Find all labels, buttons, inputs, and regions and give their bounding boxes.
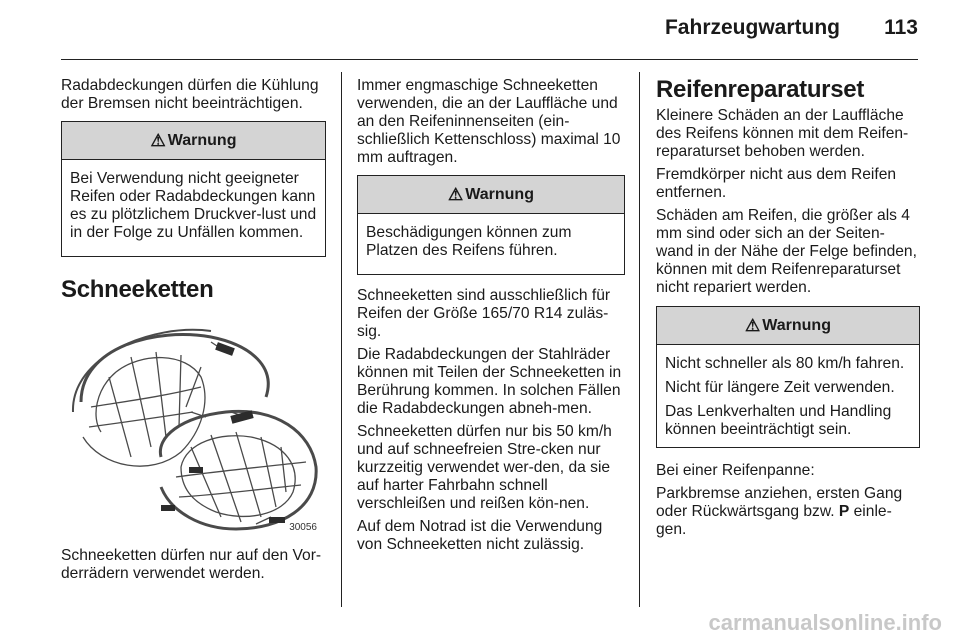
page-number: 113 (884, 16, 918, 39)
warning-text: Beschädigungen können zum Platzen des Reifens führen. (366, 224, 572, 259)
damage-limit-paragraph: Schäden am Reifen, die größer als 4 mm sind oder sich an der Seiten-wand in der Nähe der Felge befinden, können mit dem Reifenreparaturset nicht repariert werden. (656, 207, 917, 296)
foreign-objects-paragraph: Fremdkörper nicht aus dem Reifen entfernen. (656, 166, 897, 201)
front-wheels-note: Schneeketten dürfen nur auf den Vor-derrädern verwendet werden. (61, 547, 322, 582)
snow-chains-drawing (61, 317, 323, 535)
spare-wheel-paragraph: Auf dem Notrad ist die Verwendung von Schneeketten nicht zulässig. (357, 518, 603, 553)
figure-number: 30056 (289, 522, 317, 533)
parking-brake-text: Parkbremse anziehen, ersten Gang oder Rückwärtsgang bzw. (656, 485, 903, 520)
park-gear-symbol: P (838, 503, 850, 520)
header-rule (61, 59, 918, 60)
warning-triangle-icon: ⚠ (150, 130, 166, 150)
warning-header (62, 122, 325, 160)
warning-line-1: Nicht schneller als 80 km/h fahren. (665, 355, 905, 372)
column-divider-1 (341, 72, 342, 607)
warning-line-2: Nicht für längere Zeit verwenden. (665, 379, 895, 396)
warning-body (657, 345, 919, 447)
warning-header (358, 176, 624, 214)
warning-body (358, 214, 624, 274)
warning-title: Warnung (167, 131, 237, 149)
warning-triangle-icon: ⚠ (448, 184, 464, 204)
tire-size-paragraph: Schneeketten sind ausschließlich für Reifen der Größe 165/70 R14 zuläs-sig. (357, 287, 611, 340)
section-heading-reifenreparaturset: Reifenreparaturset (656, 76, 865, 103)
column-2 (357, 77, 625, 559)
warning-triangle-icon: ⚠ (745, 315, 761, 335)
warning-box-2 (357, 175, 625, 275)
intro-paragraph: Radabdeckungen dürfen die Kühlung der Bremsen nicht beeinträchtigen. (61, 77, 319, 112)
parking-brake-text-end: einle-gen. (656, 503, 892, 538)
repair-kit-intro: Kleinere Schäden an der Lauffläche des Reifens können mit dem Reifen-reparaturset behoben werden. (656, 107, 909, 160)
warning-title: Warnung (465, 185, 534, 203)
column-3 (656, 77, 920, 544)
header-title: Fahrzeugwartung (664, 16, 840, 39)
wheel-covers-paragraph: Die Radabdeckungen der Stahlräder können mit Teilen der Schneeketten in Berührung kommen. In solchen Fällen die Radabdeckungen abneh-men. (357, 346, 622, 417)
warning-body (62, 160, 325, 256)
warning-header (657, 307, 919, 345)
parking-brake-paragraph (656, 485, 920, 539)
warning-line-3: Das Lenkverhalten und Handling können beeinträchtigt sein. (665, 403, 892, 438)
column-divider-2 (639, 72, 640, 607)
warning-box-3 (656, 306, 920, 448)
snow-chains-illustration (61, 317, 323, 535)
chain-usage-paragraph: Immer engmaschige Schneeketten verwenden, die an der Lauffläche und an den Reifeninnenseiten (ein-schließlich Kettenschloss) maximal 10 mm auftragen. (357, 77, 621, 166)
warning-title: Warnung (762, 316, 831, 334)
warning-box-1 (61, 121, 326, 257)
column-1 (61, 77, 326, 588)
flat-tire-paragraph: Bei einer Reifenpanne: (656, 462, 815, 479)
warning-text: Bei Verwendung nicht geeigneter Reifen oder Radabdeckungen kann es zu plötzlichem Druckver-lust und in der Folge zu Unfällen kommen. (70, 170, 317, 241)
watermark-text: carmanualsonline.info (708, 610, 942, 635)
speed-limit-paragraph: Schneeketten dürfen nur bis 50 km/h und auf schneefreien Stre-cken nur kurzzeitig verwendet wer-den, da sie auf harter Fahrbahn schnell verschleißen und reißen kön-nen. (357, 423, 612, 512)
section-heading-schneeketten: Schneeketten (61, 276, 214, 303)
